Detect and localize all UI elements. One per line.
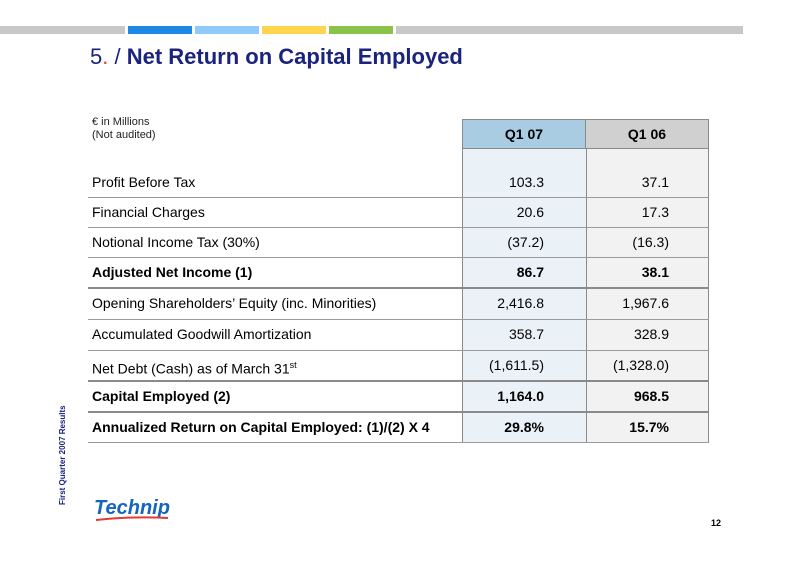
row-value-q107: 29.8% [504,419,544,435]
row-value-q107: 20.6 [516,204,544,220]
row-value-q106: 17.3 [641,204,669,220]
topbar-segment-yellow [262,26,326,34]
page-title [90,44,463,70]
table-row [88,319,709,349]
row-label: Adjusted Net Income (1) [92,264,253,280]
table-row [88,412,709,442]
table-row [88,257,709,287]
title-dot: . [102,44,109,69]
row-value-q107: (37.2) [507,234,544,250]
row-label: Accumulated Goodwill Amortization [92,326,312,342]
row-value-q106: (1,328.0) [612,357,669,373]
table-bottom-border [88,442,709,443]
page-number: 12 [711,518,722,528]
row-value-q106: 37.1 [641,174,669,190]
top-color-bar [0,26,743,34]
topbar-segment-blue [128,26,192,34]
row-value-q107: 2,416.8 [497,295,544,311]
title-number: 5 [90,44,103,69]
topbar-segment-green [329,26,393,34]
row-label: Notional Income Tax (30%) [92,234,260,250]
topbar-segment-gray-right [396,26,743,34]
row-value-q106: 968.5 [633,388,669,404]
row-label: Opening Shareholders’ Equity (inc. Minorities) [92,295,377,311]
topbar-segment-gray [0,26,125,34]
table-row [88,288,709,318]
row-label-superscript: st [289,360,297,370]
row-value-q107: 86.7 [516,264,544,280]
units-line-2: (Not audited) [92,129,156,141]
units-line-1: € in Millions [92,116,150,128]
technip-logo [92,492,172,528]
table-row [88,381,709,411]
row-value-q107: 1,164.0 [497,388,544,404]
title-text: Net Return on Capital Employed [126,44,463,69]
column-header-q106: Q1 06 [586,119,709,149]
column-header-q107: Q1 07 [462,119,586,149]
row-value-q107: 358.7 [508,326,544,342]
row-value-q107: 103.3 [508,174,544,190]
row-value-q106: 38.1 [641,264,669,280]
row-value-q106: (16.3) [632,234,669,250]
row-value-q107: (1,611.5) [489,357,544,373]
units-note [92,116,156,142]
row-label-text: Net Debt (Cash) as of March 31 [92,360,290,377]
table-row [88,227,709,257]
row-value-q106: 15.7% [629,419,669,435]
row-label: Annualized Return on Capital Employed: (1)/(2) X 4 [92,419,430,435]
title-slash: / [108,44,127,69]
table-row [88,350,709,380]
row-value-q106: 328.9 [633,326,669,342]
row-label: Capital Employed (2) [92,388,231,404]
topbar-segment-lightblue [195,26,259,34]
side-label: First Quarter 2007 Results [58,405,67,505]
row-value-q106: 1,967.6 [622,295,669,311]
row-label: Profit Before Tax [92,174,196,190]
logo-text: Technip [94,497,170,519]
row-label: Financial Charges [92,204,205,220]
table-row [88,167,709,197]
row-label [92,350,297,380]
table-row [88,197,709,227]
